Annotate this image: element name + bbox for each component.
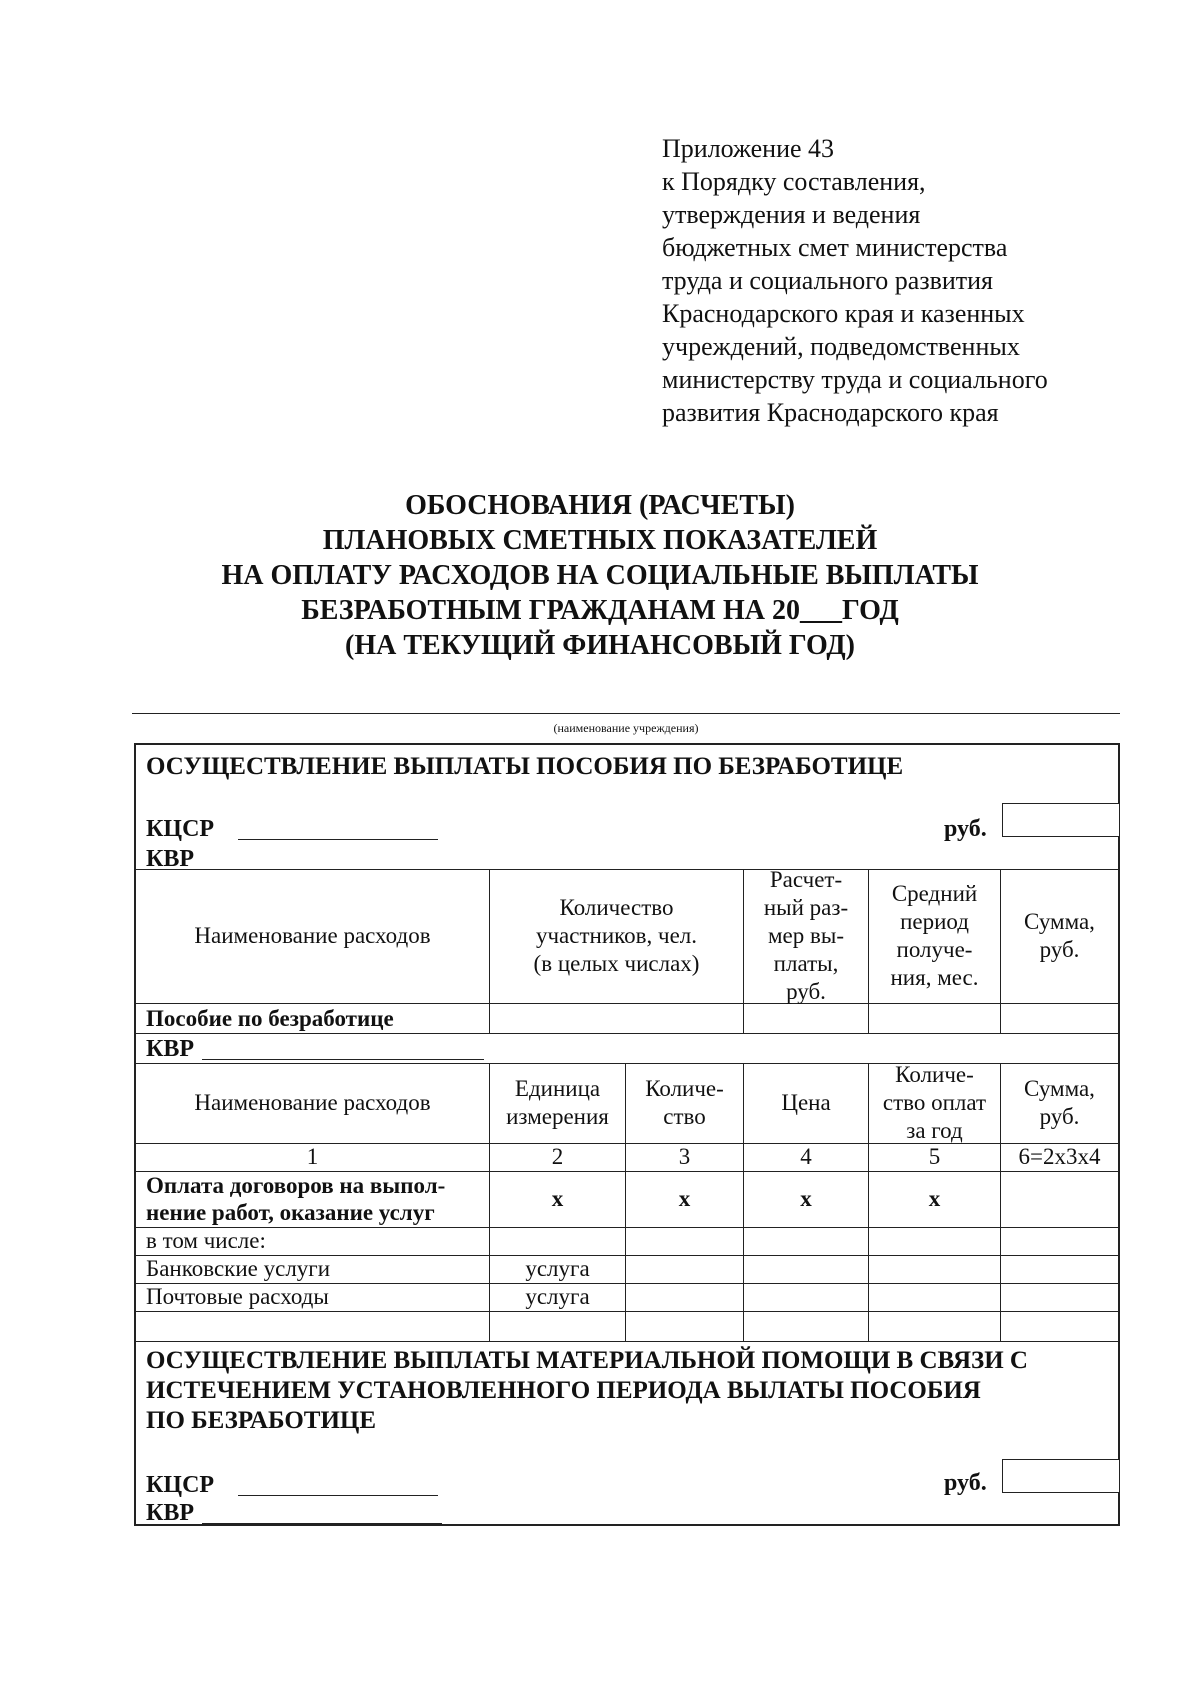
t2-row-name: Почтовые расходы (146, 1284, 329, 1309)
section2-rub-label: руб. (944, 1470, 987, 1496)
t2-cross-mark: х (800, 1186, 812, 1211)
section1-title: ОСУЩЕСТВЛЕНИЕ ВЫПЛАТЫ ПОСОБИЯ ПО БЕЗРАБОТИЦЕ (146, 753, 904, 780)
t2-colnum: 3 (678, 1144, 691, 1169)
t1-row-label: Пособие по безработице (146, 1006, 394, 1031)
t2-header-qty: Количе- ство (645, 1076, 724, 1129)
section2-kvr-field[interactable] (202, 1499, 442, 1524)
t2-main-row-label: нение работ, оказание услуг (146, 1200, 435, 1225)
title-line: БЕЗРАБОТНЫМ ГРАЖДАНАМ НА 20___ГОД (301, 595, 899, 626)
t1-header-period: Средний период получе- ния, мес. (890, 881, 979, 990)
t2-colnum: 2 (551, 1144, 564, 1169)
annex-line: утверждения и ведения (662, 200, 921, 229)
annex-line: труда и социального развития (662, 266, 994, 295)
t2-incl-label: в том числе: (146, 1228, 266, 1253)
t2-header-name: Наименование расходов (194, 1090, 431, 1115)
t2-cross-mark: х (678, 1186, 691, 1211)
section1-kcsr-field[interactable] (238, 815, 438, 840)
t2-row-unit: услуга (525, 1256, 590, 1281)
org-name-caption: (наименование учреждения) (553, 721, 699, 735)
grid-line (136, 1003, 1118, 1004)
t1-header-count: Количество участников, чел. (в целых числах) (533, 895, 700, 976)
section1-rub-label: руб. (944, 816, 987, 842)
title-line: ПЛАНОВЫХ СМЕТНЫХ ПОКАЗАТЕЛЕЙ (322, 525, 878, 556)
t2-row-name: Банковские услуги (146, 1256, 331, 1281)
t2-colnum: 6=2x3x4 (1018, 1144, 1101, 1169)
section2-rub-field[interactable] (1002, 1459, 1120, 1493)
section2-title: ОСУЩЕСТВЛЕНИЕ ВЫПЛАТЫ МАТЕРИАЛЬНОЙ ПОМОЩИ В СВЯЗИ С (146, 1347, 1028, 1374)
section1-kvr-label: КВР (146, 846, 195, 872)
section2-title: ПО БЕЗРАБОТИЦЕ (146, 1407, 377, 1434)
document-title (100, 488, 1100, 663)
annex-line: Приложение 43 (662, 134, 835, 163)
t2-main-row-label: Оплата договоров на выпол- (146, 1173, 446, 1198)
t2-cross-mark: х (551, 1186, 564, 1211)
form-table (134, 743, 1120, 1526)
t2-colnum: 4 (800, 1144, 812, 1169)
annex-line: учреждений, подведомственных (662, 332, 1020, 361)
section2-title: ИСТЕЧЕНИЕМ УСТАНОВЛЕННОГО ПЕРИОДА ВЫЛАТЫ ПОСОБИЯ (146, 1377, 981, 1404)
section1-rub-field[interactable] (1002, 803, 1120, 837)
title-line: ОБОСНОВАНИЯ (РАСЧЕТЫ) (405, 490, 795, 521)
grid-line (136, 1341, 1118, 1342)
t2-header-sum: Сумма, руб. (1024, 1076, 1095, 1129)
t1-header-sum: Сумма, руб. (1024, 909, 1095, 962)
section1-kcsr-label: КЦСР (146, 816, 215, 842)
annex-header (662, 132, 1132, 429)
title-line: НА ОПЛАТУ РАСХОДОВ НА СОЦИАЛЬНЫЕ ВЫПЛАТЫ (221, 560, 979, 591)
annex-line: развития Краснодарского края (662, 398, 999, 427)
annex-line: к Порядку составления, (662, 167, 926, 196)
title-line: (НА ТЕКУЩИЙ ФИНАНСОВЫЙ ГОД) (345, 630, 855, 661)
kvr2-label: КВР (146, 1036, 195, 1062)
kvr2-field[interactable] (202, 1035, 484, 1060)
annex-line: министерству труда и социального (662, 365, 1048, 394)
grid-line (136, 1033, 1118, 1034)
t1-header-name: Наименование расходов (194, 923, 431, 948)
annex-line: бюджетных смет министерства (662, 233, 1008, 262)
t2-colnum: 1 (306, 1144, 319, 1169)
t2-header-price: Цена (781, 1090, 831, 1115)
t2-row-unit: услуга (525, 1284, 590, 1309)
section2-kcsr-field[interactable] (238, 1471, 438, 1496)
t2-colnum: 5 (928, 1144, 941, 1169)
section2-kvr-label: КВР (146, 1500, 195, 1526)
section2-kcsr-label: КЦСР (146, 1472, 215, 1498)
t1-header-rate: Расчет- ный раз- мер вы- платы, руб. (763, 867, 849, 1004)
t2-header-unit: Единица измерения (506, 1076, 609, 1129)
t2-cross-mark: х (928, 1186, 941, 1211)
section1-kvr-field[interactable] (202, 845, 442, 870)
org-name-line[interactable] (132, 713, 1120, 714)
t2-header-payments: Количе- ство оплат за год (882, 1062, 987, 1143)
grid-line (136, 1311, 1118, 1312)
grid-line (136, 1227, 1118, 1228)
annex-line: Краснодарского края и казенных (662, 299, 1025, 328)
